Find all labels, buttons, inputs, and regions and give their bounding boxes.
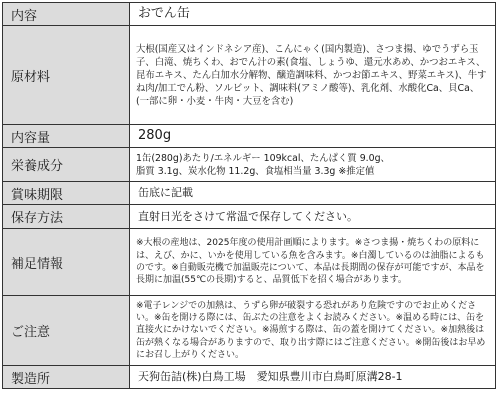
row-ingredients	[3, 26, 496, 125]
product-label-table	[2, 2, 496, 389]
header-label: 内容	[3, 3, 130, 26]
supplement-value: ※大根の産地は、2025年度の使用計画順によります。※さつま揚・焼ちくわの原料には、えび、かに、いかを使用している魚を含みます。※白濁しているのは油脂によるものです。※自動販売機で加温販売について、本品は長期間の保存が可能ですが、本品を長期に加温(55℃の長期)すると、品質低下を招く場合があります。	[130, 229, 496, 296]
best-before-label: 賞味期限	[3, 182, 130, 205]
row-nutrition	[3, 148, 496, 182]
row-volume	[3, 125, 496, 148]
product-name: おでん缶	[130, 3, 496, 26]
row-storage	[3, 205, 496, 229]
storage-label: 保存方法	[3, 205, 130, 229]
storage-value: 直射日光をさけて常温で保存してください。	[130, 205, 496, 229]
nutrition-line-1: 1缶(280g)あたり/エネルギー 109kcal、たんぱく質 9.0g、	[136, 152, 390, 164]
volume-label: 内容量	[3, 125, 130, 148]
row-caution	[3, 296, 496, 366]
ingredients-value: 大根(国産又はインドネシア産)、こんにゃく(国内製造)、さつま揚、ゆでうずら玉子、白滝、焼ちくわ、おでん汁の素(食塩、しょうゆ、還元水あめ、かつおエキス、昆布エキス、たん白加水分解物、醸造調味料、かつお節エキス、野菜エキス)、牛すね肉/加工でん粉、ソルビット、調味料(アミノ酸等)、乳化剤、水酸化Ca、貝Ca、(一部に卵・小麦・牛肉・大豆を含む)	[130, 26, 496, 125]
ingredients-label: 原材料	[3, 26, 130, 125]
nutrition-label: 栄養成分	[3, 148, 130, 182]
nutrition-line-2: 脂質 3.1g、炭水化物 11.2g、食塩相当量 3.3g ※推定値	[136, 165, 375, 177]
row-header	[3, 3, 496, 26]
supplement-label: 補足情報	[3, 229, 130, 296]
caution-value: ※電子レンジでの加熱は、うずら卵が破裂する恐れがあり危険ですのでお止めください。※缶を開ける際には、缶ぶたの注意をよくお読みください。※温める時には、缶を直接火にかけないでください。※湯煎する際は、缶の蓋を開けてください。※加熱後は缶が熱くなる場合がありますので、取り出す際にはご注意ください。※開缶後はお早めにお召し上がりください。	[130, 296, 496, 366]
volume-value: 280g	[130, 125, 496, 148]
manufacturer-label: 製造所	[3, 366, 130, 389]
row-best-before	[3, 182, 496, 205]
nutrition-value	[130, 148, 496, 182]
row-manufacturer	[3, 366, 496, 389]
best-before-value: 缶底に記載	[130, 182, 496, 205]
manufacturer-value: 天狗缶詰(株)白鳥工場 愛知県豊川市白鳥町原溝28-1	[130, 366, 496, 389]
caution-label: ご注意	[3, 296, 130, 366]
row-supplement	[3, 229, 496, 296]
